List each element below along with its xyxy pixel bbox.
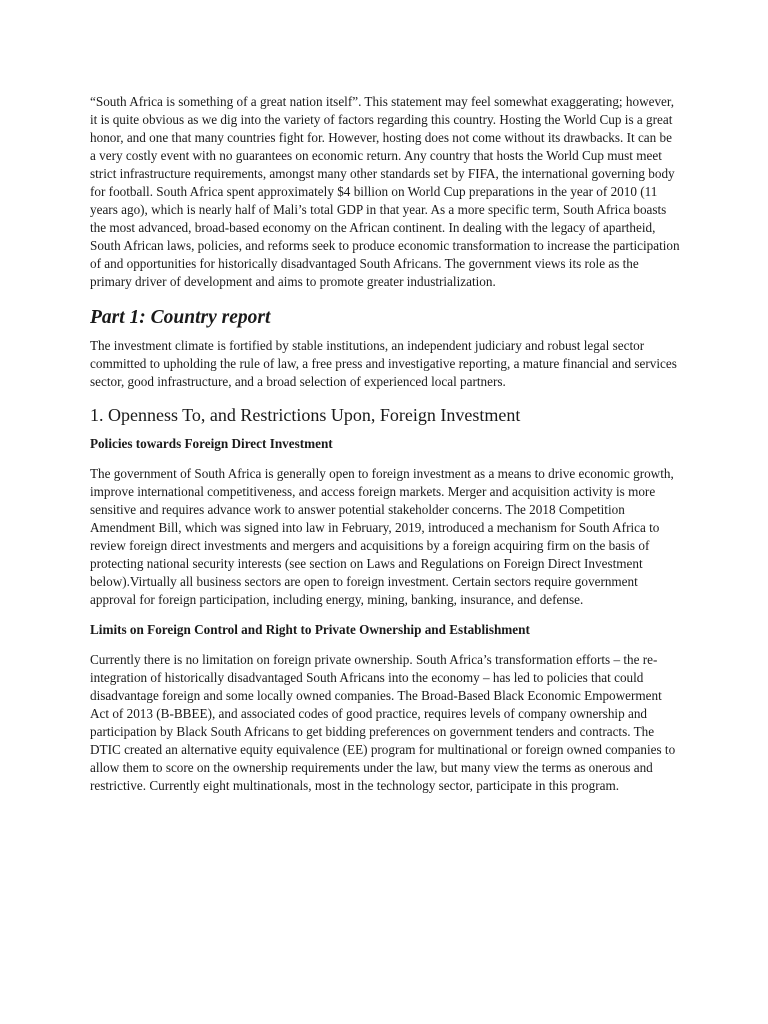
foreign-control-paragraph: Currently there is no limitation on foreign private ownership. South Africa’s transformation efforts – the re-integration of historically disadvantaged South Africans into the economy – has led to policies that could disadvantage foreign and some locally owned companies. The Broad-Based Black Economic Empowerment Act of 2013 (B-BBEE), and associated codes of good practice, requires levels of company ownership and participation by Black South Africans to get bidding preferences on government tenders and contracts. The DTIC created an alternative equity equivalence (EE) program for multinational or foreign owned companies to allow them to score on the ownership requirements under the law, but many view the terms as onerous and restrictive. Currently eight multinationals, most in the technology sector, participate in this program. [90,652,676,793]
section1-heading: 1. Openness To, and Restrictions Upon, Foreign Investment [90,405,521,425]
part1-heading: Part 1: Country report [90,307,271,328]
intro-paragraph: “South Africa is something of a great nation itself”. This statement may feel somewhat exaggerating; however, it is quite obvious as we dig into the variety of factors regarding this country. Hosting the World Cup is a great honor, and one that many countries fight for. However, hosting does not come without its drawbacks. It can be a very costly event with no guarantees on economic return. Any country that hosts the World Cup must meet strict infrastructure requirements, amongst many other standards set by FIFA, the international governing body for football. South Africa spent approximately $4 billion on World Cup preparations in the year of 2010 (11 years ago), which is nearly half of Mali’s total GDP in that year. As a more specific term, South Africa boasts the most advanced, broad-based economy on the African continent. In dealing with the legacy of apartheid, South African laws, policies, and reforms seek to produce economic transformation to increase the participation of and opportunities for historically disadvantaged South Africans. The government views its role as the primary driver of development and aims to promote greater industrialization. [90,94,680,289]
foreign-control-heading: Limits on Foreign Control and Right to Private Ownership and Establishment [90,622,530,637]
fdi-policies-heading: Policies towards Foreign Direct Investment [90,436,333,451]
investment-climate-paragraph: The investment climate is fortified by stable institutions, an independent judiciary and robust legal sector committed to upholding the rule of law, a free press and investigative reporting, a mature financial and services sector, good infrastructure, and a broad selection of experienced local partners. [90,338,677,389]
document-page [90,93,680,807]
fdi-policies-paragraph: The government of South Africa is generally open to foreign investment as a means to drive economic growth, improve international competitiveness, and access foreign markets. Merger and acquisition activity is more sensitive and requires advance work to answer potential stakeholder concerns. The 2018 Competition Amendment Bill, which was signed into law in February, 2019, introduced a mechanism for South Africa to review foreign direct investments and mergers and acquisitions by a foreign acquiring firm on the basis of protecting national security interests (see section on Laws and Regulations on Foreign Direct Investment below).Virtually all business sectors are open to foreign investment. Certain sectors require government approval for foreign participation, including energy, mining, banking, insurance, and defense. [90,466,674,607]
